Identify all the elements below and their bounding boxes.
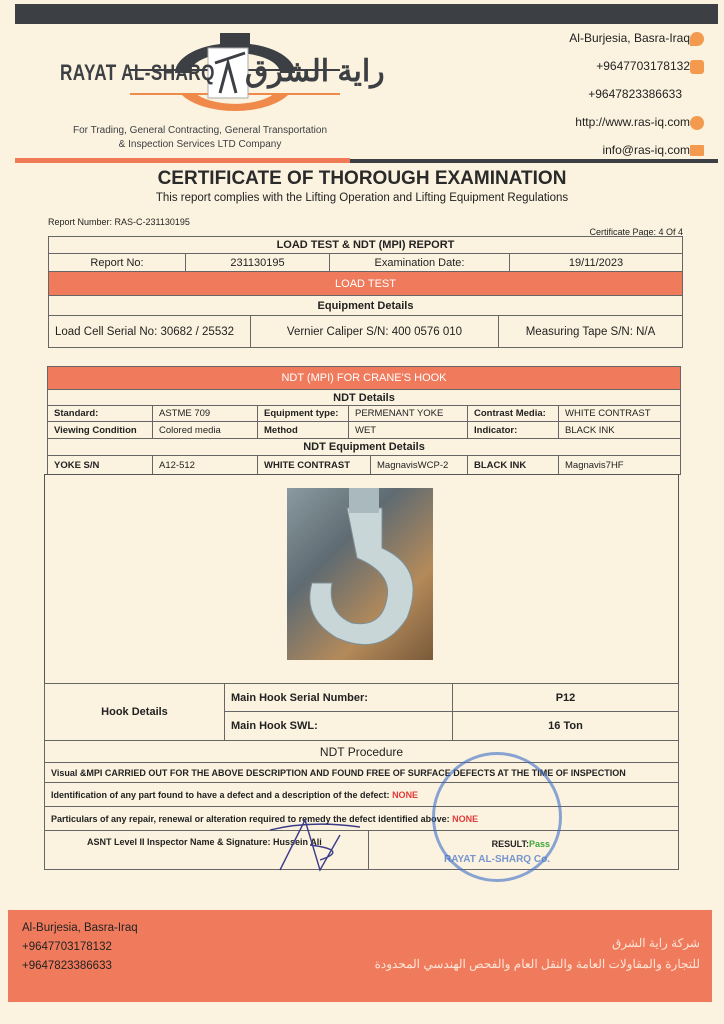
method-label: Method [257,421,349,439]
location-pin-icon [690,32,704,46]
footer-phone-1: +9647703178132 [22,941,112,953]
white-contrast-label: WHITE CONTRAST [257,455,371,475]
result-value: Pass [528,839,550,849]
globe-icon [690,116,704,130]
indicator-label: Indicator: [467,421,559,439]
tagline-line-2: & Inspection Services LTD Company [118,139,282,150]
defect-identification-value: NONE [392,789,419,800]
certificate-title: CERTIFICATE OF THOROUGH EXAMINATION [157,168,567,189]
contact-phone-1: +9647703178132 [596,59,690,73]
equipment-type-label: Equipment type: [257,405,349,422]
contrast-media-label: Contrast Media: [467,405,559,422]
report-no-label: Report No: [48,253,186,272]
black-ink-label: BLACK INK [467,455,559,475]
ndt-section: NDT (MPI) FOR CRANE'S HOOK [47,366,681,390]
standard-label: Standard: [47,405,153,422]
ndt-equipment-heading: NDT Equipment Details [47,438,681,456]
load-test-section: LOAD TEST [48,271,683,296]
repair-particulars-value: NONE [452,813,479,824]
defect-identification-row [44,782,679,807]
result-label: RESULT: [491,839,529,849]
company-name-ar: راية الشرق [245,55,385,88]
divider-dark [350,159,718,163]
contact-website: http://www.ras-iq.com [575,115,690,129]
ndt-procedure-heading: NDT Procedure [44,740,679,763]
standard-value: ASTME 709 [152,405,258,422]
hook-swl-label: Main Hook SWL: [224,711,453,741]
white-contrast-value: MagnavisWCP-2 [370,455,468,475]
contrast-media-value: WHITE CONTRAST [558,405,681,422]
certificate-page: Certificate Page: 4 Of 4 [589,227,683,237]
hook-swl-value: 16 Ton [452,711,679,741]
footer-company-ar: شركة راية الشرق [611,936,700,950]
report-number: Report Number: RAS-C-231130195 [48,217,190,227]
load-table-heading: LOAD TEST & NDT (MPI) REPORT [48,236,683,254]
footer-description-ar: للتجارة والمقاولات العامة والنقل العام والفحص الهندسي المحدودة [374,957,700,971]
contact-email: info@ras-iq.com [602,143,690,157]
company-stamp [432,752,562,882]
equipment-type-value: PERMENANT YOKE [348,405,468,422]
hook-serial-label: Main Hook Serial Number: [224,683,453,712]
yoke-sn-label: YOKE S/N [47,455,153,475]
envelope-icon [690,145,704,156]
defect-identification-label: Identification of any part found to have a defect and a description of the defect: [51,789,390,800]
exam-date-label: Examination Date: [329,253,510,272]
contact-phone-2: +9647823386633 [588,87,682,101]
repair-particulars-label: Particulars of any repair, renewal or alteration required to remedy the defect identified above: [51,813,450,824]
hook-serial-value: P12 [452,683,679,712]
procedure-visual-statement: Visual &MPI CARRIED OUT FOR THE ABOVE DESCRIPTION AND FOUND FREE OF SURFACE DEFECTS AT THE TIME OF INSPECTION [44,762,679,783]
inspector-signature [260,815,370,875]
equipment-details-heading: Equipment Details [48,295,683,316]
viewing-condition-label: Viewing Condition [47,421,153,439]
company-name-en: RAYAT AL-SHARQ [60,60,215,85]
vernier-caliper-serial: Vernier Caliper S/N: 400 0576 010 [250,315,499,348]
measuring-tape-serial: Measuring Tape S/N: N/A [498,315,683,348]
footer-address: Al-Burjesia, Basra-Iraq [22,922,138,934]
yoke-sn-value: A12-512 [152,455,258,475]
hook-details-label: Hook Details [44,683,225,741]
report-no-value: 231130195 [185,253,330,272]
footer-phone-2: +9647823386633 [22,960,112,972]
black-ink-value: Magnavis7HF [558,455,681,475]
contact-address: Al-Burjesia, Basra-Iraq [569,31,690,45]
crane-hook-photo [287,488,433,660]
load-cell-serial: Load Cell Serial No: 30682 / 25532 [48,315,251,348]
tagline-line-1: For Trading, General Contracting, General Transportation [72,125,328,136]
stamp-text: RAYAT AL-SHARQ Co. [444,854,550,865]
inspector-signature-cell: ASNT Level II Inspector Name & Signature: Hussein Ali [44,830,369,870]
phone-icon [690,60,704,74]
tagline [50,124,350,152]
divider-orange [15,158,350,163]
indicator-value: BLACK INK [558,421,681,439]
top-bar [15,4,718,24]
exam-date-value: 19/11/2023 [509,253,683,272]
viewing-condition-value: Colored media [152,421,258,439]
certificate-subtitle: This report complies with the Lifting Operation and Lifting Equipment Regulations [155,192,569,204]
method-value: WET [348,421,468,439]
ndt-details-heading: NDT Details [47,389,681,406]
